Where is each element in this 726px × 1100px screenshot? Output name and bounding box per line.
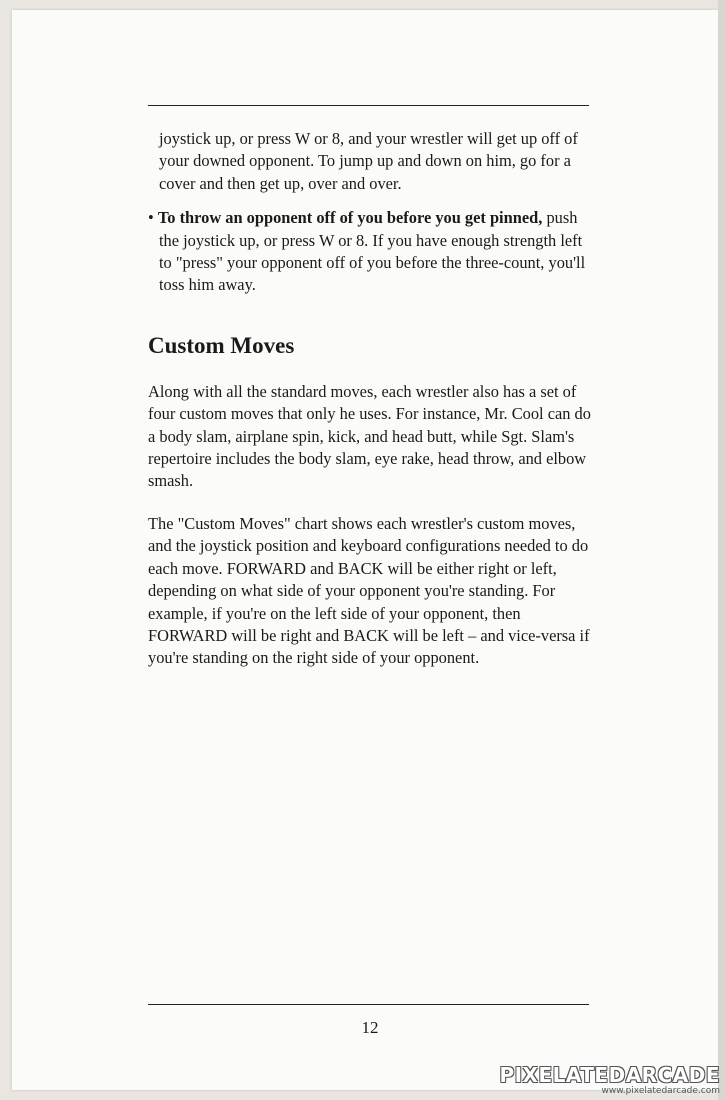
watermark-logo <box>499 1064 720 1096</box>
continued-paragraph: joystick up, or press W or 8, and your wrestler will get up off of your downed opponent. To jump up and down on him, go for a cover and then get up, over and over. <box>159 129 578 193</box>
bullet-bold-lead: To throw an opponent off of you before you get pinned, <box>157 208 543 228</box>
watermark-url: www.pixelatedarcade.com <box>601 1086 720 1096</box>
bullet-icon: • <box>148 208 154 228</box>
page-edge <box>718 0 726 1100</box>
body-paragraph-1: Along with all the standard moves, each wrestler also has a set of four custom moves that only he uses. For instance, Mr. Cool can do a body slam, airplane spin, kick, and head butt, while Sgt. Slam's repertoire includes the body slam, eye rake, head throw, and elbow smash. <box>148 381 591 491</box>
bottom-rule <box>148 1004 589 1005</box>
top-rule <box>148 105 589 106</box>
page-content <box>148 128 593 670</box>
section-heading: Custom Moves <box>148 332 295 358</box>
page-number: 12 <box>361 1018 379 1037</box>
bullet-text: push the joystick up, or press W or 8. If you have enough strength left to "press" your opponent off of you before the three-count, you'll toss him away. <box>159 208 586 295</box>
body-paragraph-2: The "Custom Moves" chart shows each wrestler's custom moves, and the joystick position and keyboard configurations needed to do each move. FORWARD and BACK will be either right or left, depending on what side of your opponent you're standing. For example, if you're on the left side of your opponent, then FORWARD will be right and BACK will be left – and vice-versa if you're standing on the right side of your opponent. <box>148 513 590 668</box>
bullet-paragraph <box>148 207 593 297</box>
watermark-title: PIXELATEDARCADE <box>499 1063 720 1087</box>
